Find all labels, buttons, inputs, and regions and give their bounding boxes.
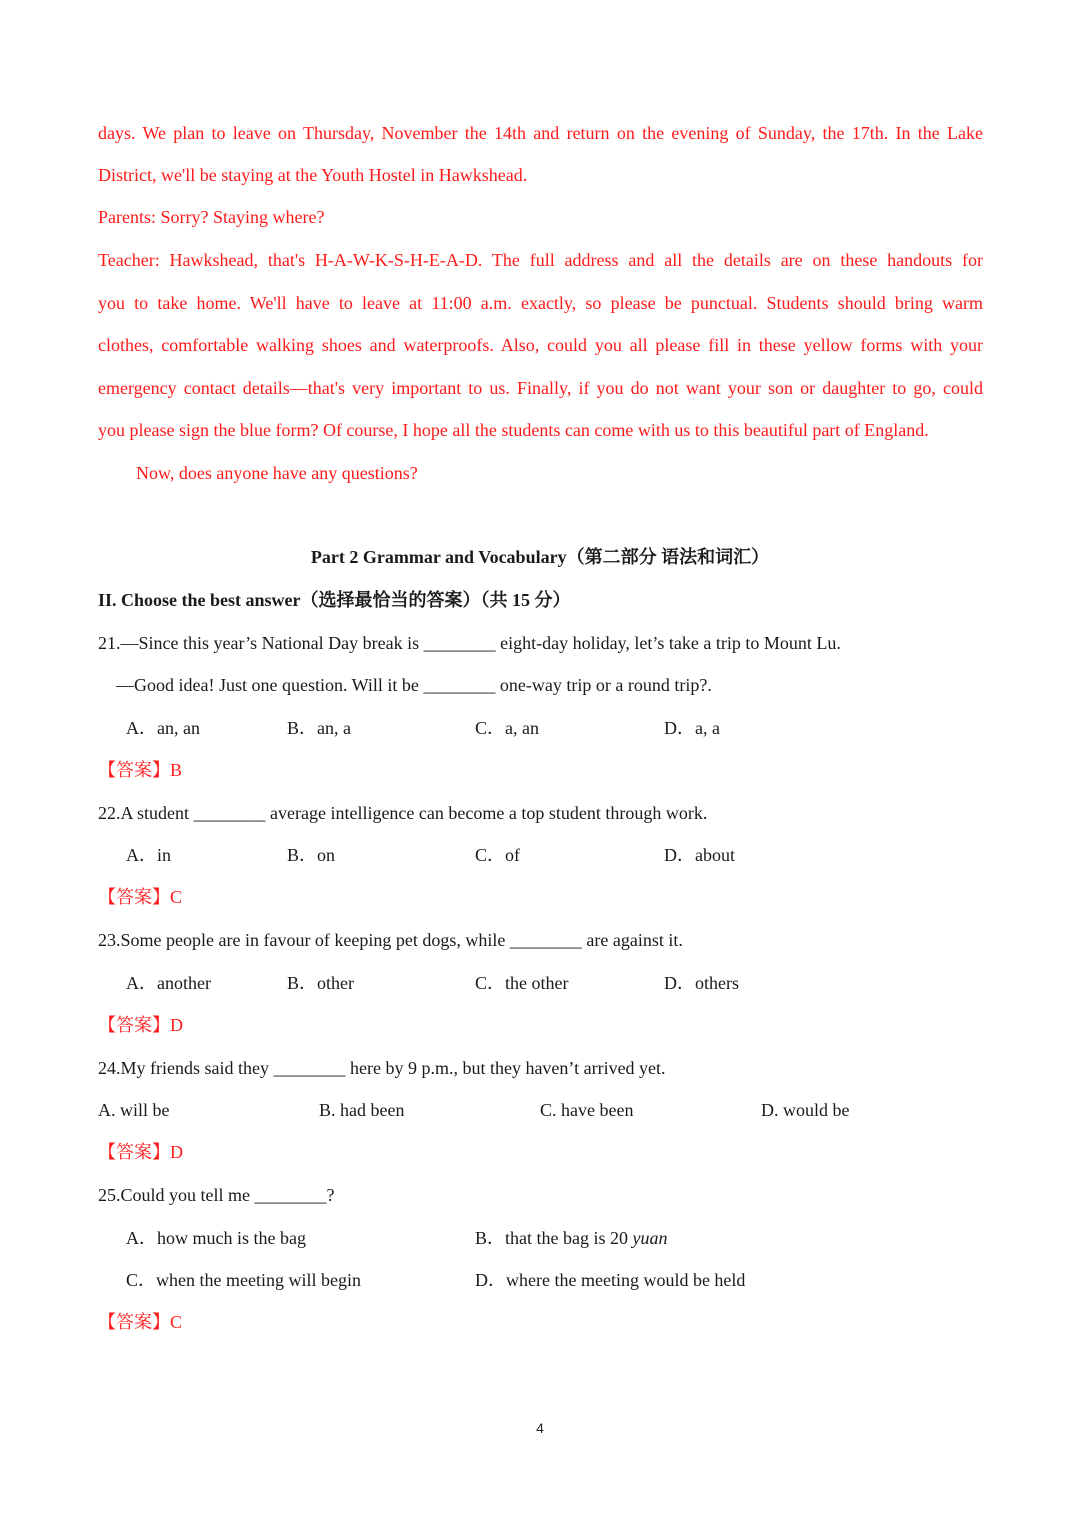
question-22-option-a: A．in	[126, 845, 171, 865]
transcript-line-7: emergency contact details—that's very important to us. Finally, if you do not want your son or daughter to go, could	[98, 378, 983, 398]
question-23-option-c: C．the other	[475, 973, 569, 993]
transcript-line-4: Teacher: Hawkshead, that's H-A-W-K-S-H-E-A-D. The full address and all the details are on these handouts for	[98, 250, 983, 270]
question-25-option-b-text: B．that the bag is 20	[475, 1228, 633, 1248]
section-title: Part 2 Grammar and Vocabulary（第二部分 语法和词汇）	[310, 547, 770, 567]
question-24-stem: 24.My friends said they ________ here by 9 p.m., but they haven’t arrived yet.	[98, 1058, 666, 1078]
question-25-option-b	[475, 1227, 667, 1249]
question-22-option-c: C．of	[475, 845, 520, 865]
question-23-option-b: B．other	[287, 973, 354, 993]
question-21-option-b: B．an, a	[287, 718, 351, 738]
transcript-line-5: you to take home. We'll have to leave at 11:00 a.m. exactly, so please be punctual. Students should bring warm	[98, 293, 983, 313]
question-21-stem-2: —Good idea! Just one question. Will it be ________ one-way trip or a round trip?.	[116, 675, 712, 695]
transcript-line-8: you please sign the blue form? Of course, I hope all the students can come with us to this beautiful part of England.	[98, 420, 929, 440]
question-24-option-d: D. would be	[761, 1100, 850, 1120]
question-22-option-b: B．on	[287, 845, 336, 865]
transcript-line-3: Parents: Sorry? Staying where?	[98, 207, 325, 227]
question-25-option-b-italic: yuan	[632, 1228, 668, 1248]
question-22-option-d: D．about	[664, 845, 735, 865]
section-subtitle: II. Choose the best answer（选择最恰当的答案）（共 15 分）	[98, 590, 571, 610]
question-21-stem: 21.—Since this year’s National Day break is ________ eight-day holiday, let’s take a trip to Mount Lu.	[98, 633, 841, 653]
question-25-stem: 25.Could you tell me ________?	[98, 1185, 335, 1205]
transcript-line-1: days. We plan to leave on Thursday, November the 14th and return on the evening of Sunday, the 17th. In the Lake	[98, 123, 983, 143]
question-23-answer: 【答案】D	[98, 1015, 183, 1035]
question-23-option-a: A．another	[126, 973, 211, 993]
question-24-option-b: B. had been	[319, 1100, 405, 1120]
transcript-line-2: District, we'll be staying at the Youth Hostel in Hawkshead.	[98, 165, 528, 185]
transcript-line-6: clothes, comfortable walking shoes and waterproofs. Also, could you all please fill in these yellow forms with your	[98, 335, 983, 355]
question-24-answer: 【答案】D	[98, 1142, 183, 1162]
question-22-stem: 22.A student ________ average intelligence can become a top student through work.	[98, 803, 708, 823]
question-22-answer: 【答案】C	[98, 887, 183, 907]
question-25-answer: 【答案】C	[98, 1312, 183, 1332]
question-25-option-c: C．when the meeting will begin	[126, 1270, 361, 1290]
question-21-answer: 【答案】B	[98, 760, 183, 780]
question-24-option-a: A. will be	[98, 1100, 170, 1120]
question-25-option-d: D．where the meeting would be held	[475, 1270, 746, 1290]
page-number: 4	[536, 1420, 544, 1436]
question-21-option-d: D．a, a	[664, 718, 720, 738]
transcript-line-9: Now, does anyone have any questions?	[136, 463, 418, 483]
question-24-option-c: C. have been	[540, 1100, 634, 1120]
question-21-option-c: C．a, an	[475, 718, 539, 738]
question-21-option-a: A．an, an	[126, 718, 200, 738]
question-25-option-a: A．how much is the bag	[126, 1228, 306, 1248]
question-23-option-d: D．others	[664, 973, 739, 993]
question-23-stem: 23.Some people are in favour of keeping pet dogs, while ________ are against it.	[98, 930, 683, 950]
